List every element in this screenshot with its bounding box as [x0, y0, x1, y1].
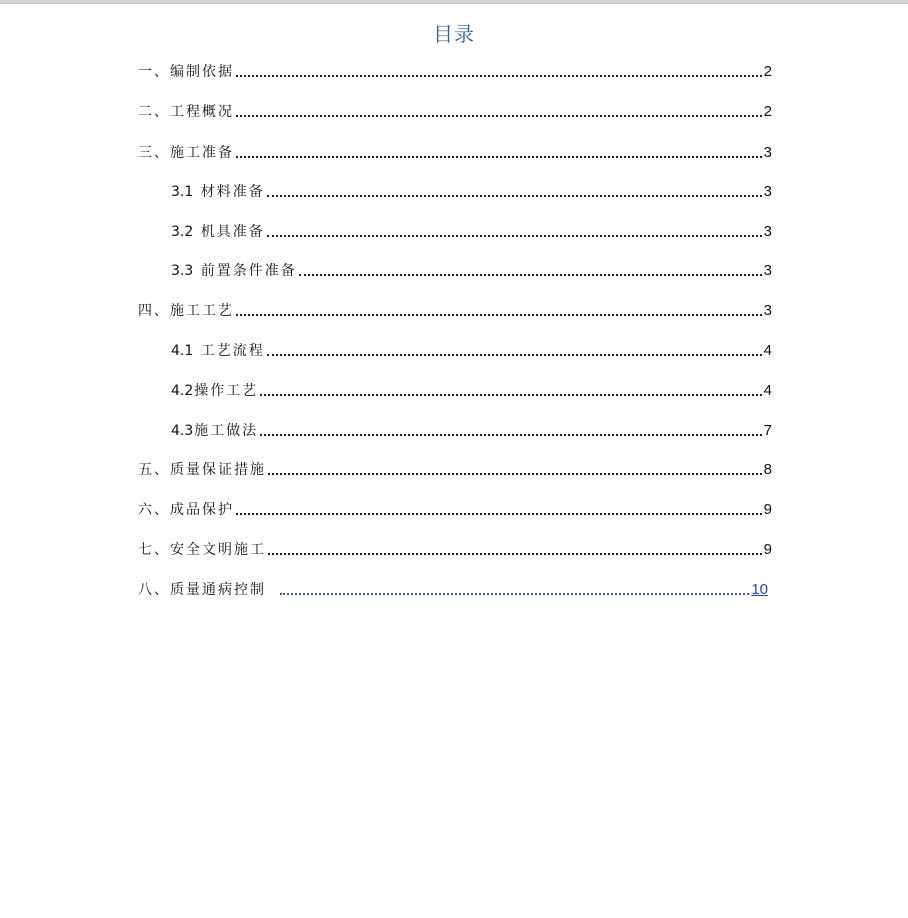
toc-page-number: 3: [763, 144, 772, 161]
toc-entry-label: 前置条件准备: [200, 263, 297, 279]
toc-entry-4-3[interactable]: [171, 417, 772, 441]
toc-entry-label: 七、安全文明施工: [138, 542, 266, 558]
toc-entry-4-2[interactable]: [171, 377, 772, 401]
toc-page-number: 3: [763, 262, 772, 279]
toc-entry-3-3[interactable]: [171, 257, 772, 281]
toc-entry-4[interactable]: [138, 297, 772, 321]
toc-entry-label: 一、编制依据: [138, 64, 234, 80]
toc-page-number: 2: [763, 63, 772, 80]
toc-page-number: 3: [763, 302, 772, 319]
dot-leader: [236, 513, 762, 515]
dot-leader: [280, 593, 749, 595]
toc-entry-2[interactable]: [138, 98, 772, 122]
dot-leader: [236, 115, 762, 117]
dot-leader: [299, 274, 762, 276]
toc-entry-label: 机具准备: [200, 224, 265, 240]
toc-entry-3[interactable]: [138, 139, 772, 163]
dot-leader: [260, 434, 761, 436]
toc-page-number: 9: [763, 501, 772, 518]
toc-entry-label: 工艺流程: [200, 343, 265, 359]
toc-entry-3-2[interactable]: [171, 218, 772, 242]
toc-entry-8-link[interactable]: [138, 576, 768, 600]
dot-leader: [267, 195, 762, 197]
toc-page-number: 4: [763, 382, 772, 399]
toc-entry-7[interactable]: [138, 536, 772, 560]
toc-entry-label: 六、成品保护: [138, 502, 234, 518]
toc-section-number: 3.3: [171, 263, 194, 279]
toc-entry-label: 五、质量保证措施: [138, 462, 266, 478]
toc-page-number: 3: [763, 183, 772, 200]
page-top-border: [0, 0, 908, 4]
toc-page-number: 4: [763, 342, 772, 359]
dot-leader: [236, 156, 762, 158]
dot-leader: [236, 314, 762, 316]
toc-section-number: 4.1: [171, 343, 194, 359]
toc-page-number: 2: [763, 103, 772, 120]
toc-entry-label: 八、质量通病控制: [138, 582, 266, 598]
toc-section-number: 4.2: [171, 383, 194, 399]
dot-leader: [267, 235, 762, 237]
dot-leader: [267, 354, 762, 356]
toc-entry-label: 二、工程概况: [138, 104, 234, 120]
dot-leader: [236, 75, 762, 77]
dot-leader: [268, 553, 762, 555]
toc-section-number: 4.3: [171, 423, 194, 439]
toc-entry-label: 三、施工准备: [138, 145, 234, 161]
toc-entry-1[interactable]: [138, 58, 772, 82]
toc-section-number: 3.1: [171, 184, 194, 200]
toc-page-number-link[interactable]: 10: [751, 581, 768, 598]
toc-entry-6[interactable]: [138, 496, 772, 520]
toc-title: 目录: [433, 22, 475, 46]
toc-entry-label: 操作工艺: [194, 383, 259, 399]
toc-page-number: 9: [763, 541, 772, 558]
toc-entry-label: 四、施工工艺: [138, 303, 234, 319]
dot-leader: [260, 394, 761, 396]
toc-entry-label: 施工做法: [194, 423, 259, 439]
toc-page-number: 8: [763, 461, 772, 478]
toc-entry-3-1[interactable]: [171, 178, 772, 202]
toc-entry-label: 材料准备: [200, 184, 265, 200]
toc-entry-5[interactable]: [138, 456, 772, 480]
toc-section-number: 3.2: [171, 224, 194, 240]
toc-page-number: 3: [763, 223, 772, 240]
toc-entry-4-1[interactable]: [171, 337, 772, 361]
dot-leader: [268, 473, 762, 475]
toc-page-number: 7: [763, 422, 772, 439]
